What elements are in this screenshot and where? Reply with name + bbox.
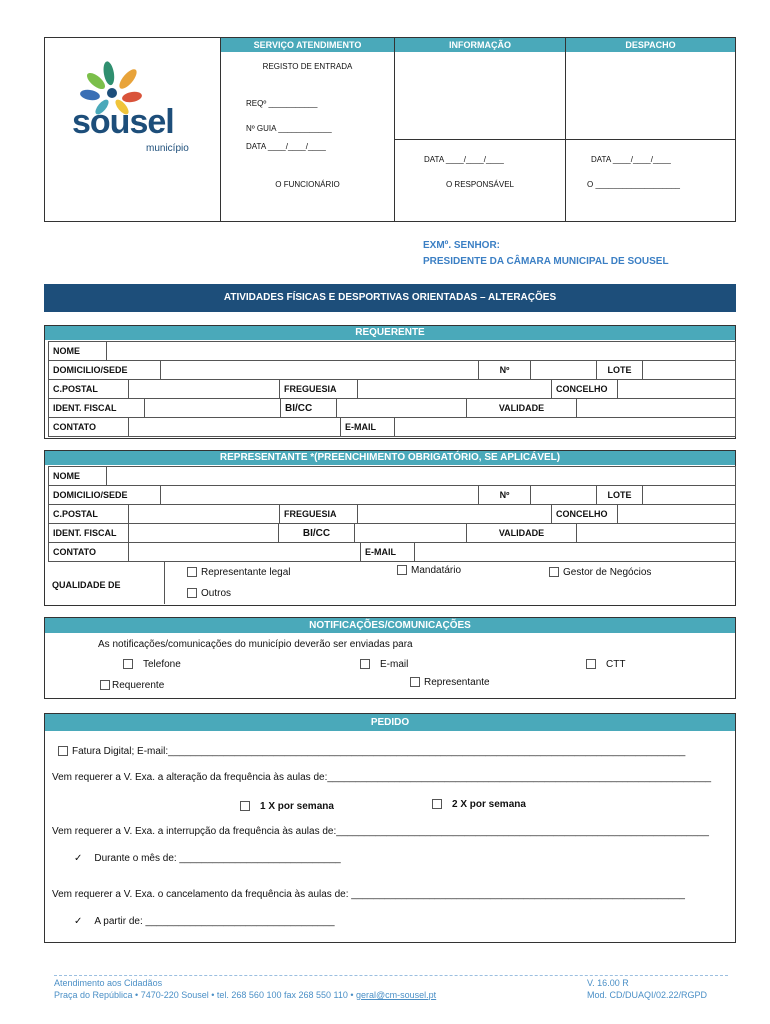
rep-numero-input[interactable] (531, 486, 597, 505)
opt-2x-label: 2 X por semana (452, 799, 526, 810)
rep-domicilio-input[interactable] (161, 486, 479, 505)
nome-input[interactable] (107, 342, 736, 361)
checkbox-1x[interactable] (240, 801, 250, 811)
bicc-input[interactable] (337, 399, 467, 418)
lote-label: LOTE (597, 361, 643, 380)
opt-legal-label: Representante legal (201, 567, 291, 578)
rep-validade-label: VALIDADE (467, 524, 577, 543)
notificacoes-title: NOTIFICAÇÕES/COMUNICAÇÕES (45, 618, 735, 633)
notif-representante-label: Representante (424, 677, 490, 688)
cpostal-input[interactable] (129, 380, 280, 399)
rep-concelho-input[interactable] (618, 505, 736, 524)
rep-freguesia-label: FREGUESIA (280, 505, 358, 524)
col-servico-title: SERVIÇO ATENDIMENTO (221, 38, 394, 52)
interrupcao-line[interactable]: Vem requerer a V. Exa. a interrupção da frequência às aulas de:___________________________________________________________________ (52, 826, 709, 837)
checkbox-ctt[interactable] (586, 659, 596, 669)
telefone-label: Telefone (143, 659, 181, 670)
data-servico-field[interactable]: DATA ____/____/____ (246, 142, 326, 151)
domicilio-input[interactable] (161, 361, 479, 380)
opt-outros[interactable] (187, 588, 231, 599)
freguesia-input[interactable] (358, 380, 552, 399)
col-despacho-title: DESPACHO (566, 38, 735, 52)
footer-left1: Atendimento aos Cidadãos (54, 978, 163, 988)
check-icon: ✓ (74, 853, 83, 864)
fatura-digital-row[interactable] (58, 746, 718, 757)
checkbox-notif-requerente[interactable] (100, 680, 110, 690)
rep-nome-input[interactable] (107, 467, 736, 486)
rep-concelho-label: CONCELHO (552, 505, 618, 524)
opt-notif-email[interactable] (360, 659, 408, 670)
apartir-label: A partir de: __________________________________ (94, 916, 335, 927)
rep-numero-label: Nº (479, 486, 531, 505)
requerente-row4 (48, 398, 736, 418)
freguesia-label: FREGUESIA (280, 380, 358, 399)
footer-left2 (54, 990, 436, 1000)
numero-label: Nº (479, 361, 531, 380)
sousel-logo (68, 55, 198, 155)
addressee-line1: EXMº. SENHOR: (423, 240, 500, 251)
req-field[interactable]: REQº ___________ (246, 99, 318, 108)
representante-row5 (48, 542, 736, 562)
data-despacho-field[interactable]: DATA ____/____/____ (591, 155, 671, 164)
ident-input[interactable] (145, 399, 281, 418)
validade-input[interactable] (577, 399, 736, 418)
checkbox-fatura[interactable] (58, 746, 68, 756)
rep-lote-label: LOTE (597, 486, 643, 505)
concelho-label: CONCELHO (552, 380, 618, 399)
addressee-line2: PRESIDENTE DA CÂMARA MUNICIPAL DE SOUSEL (423, 256, 669, 267)
rep-ident-input[interactable] (129, 524, 279, 543)
ctt-label: CTT (606, 659, 626, 670)
apartir-row[interactable] (74, 916, 335, 927)
opt-telefone[interactable] (123, 659, 181, 670)
contato-input[interactable] (129, 418, 341, 437)
rep-contato-label: CONTATO (49, 543, 129, 562)
rep-domicilio-label: DOMICILIO/SEDE (49, 486, 161, 505)
contato-label: CONTATO (49, 418, 129, 437)
representante-row4 (48, 523, 736, 543)
responsavel-label: O RESPONSÁVEL (445, 180, 515, 189)
email-input[interactable] (395, 418, 736, 437)
opt-gestor-label: Gestor de Negócios (563, 567, 652, 578)
requerente-row5 (48, 417, 736, 437)
footer-version: V. 16.00 R (587, 978, 629, 988)
opt-notif-representante[interactable] (410, 677, 490, 688)
validade-label: VALIDADE (467, 399, 577, 418)
opt-mandatario-label: Mandatário (411, 565, 462, 576)
checkbox-notif-representante[interactable] (410, 677, 420, 687)
checkbox-mandatario[interactable] (397, 565, 407, 575)
representante-title: REPRESENTANTE *(PREENCHIMENTO OBRIGATÓRIO, SE APLICÁVEL) (45, 451, 735, 465)
notif-requerente-label: Requerente (112, 680, 165, 691)
rep-cpostal-label: C.POSTAL (49, 505, 129, 524)
checkbox-notif-email[interactable] (360, 659, 370, 669)
alteracao-line[interactable]: Vem requerer a V. Exa. a alteração da frequência às aulas de:_____________________________________________________________________ (52, 772, 712, 783)
rep-freguesia-input[interactable] (358, 505, 552, 524)
form-title: ATIVIDADES FÍSICAS E DESPORTIVAS ORIENTADAS – ALTERAÇÕES (44, 284, 736, 312)
cpostal-label: C.POSTAL (49, 380, 129, 399)
concelho-input[interactable] (618, 380, 736, 399)
opt-mandatario[interactable] (397, 565, 461, 576)
opt-1x[interactable] (240, 801, 334, 812)
despacho-signature[interactable]: O ___________________ (587, 180, 680, 189)
opt-notif-requerente[interactable] (100, 680, 164, 691)
sousel-logo-sub: município (146, 143, 189, 154)
rep-bicc-input[interactable] (355, 524, 467, 543)
rep-email-input[interactable] (415, 543, 736, 562)
rep-contato-input[interactable] (129, 543, 361, 562)
opt-outros-label: Outros (201, 588, 232, 599)
footer-address: Praça do República • 7470-220 Sousel • tel. 268 560 100 fax 268 550 110 • (54, 990, 357, 1000)
ident-label: IDENT. FISCAL (49, 399, 145, 418)
numero-input[interactable] (531, 361, 597, 380)
notificacoes-intro: As notificações/comunicações do município deverão ser enviadas para (98, 639, 413, 650)
requerente-title: REQUERENTE (45, 326, 735, 340)
checkbox-outros[interactable] (187, 588, 197, 598)
rep-lote-input[interactable] (643, 486, 736, 505)
checkbox-telefone[interactable] (123, 659, 133, 669)
qualidade-label: QUALIDADE DE (52, 580, 121, 590)
representante-row2 (48, 485, 736, 505)
bicc-label: BI/CC (281, 399, 337, 418)
requerente-table (48, 341, 736, 361)
email-label: E-MAIL (341, 418, 395, 437)
checkbox-legal[interactable] (187, 567, 197, 577)
notif-email-label: E-mail (380, 659, 409, 670)
durante-row[interactable] (74, 853, 341, 864)
rep-nome-label: NOME (49, 467, 107, 486)
domicilio-label: DOMICILIO/SEDE (49, 361, 161, 380)
nome-label: NOME (49, 342, 107, 361)
rep-validade-input[interactable] (577, 524, 736, 543)
rep-cpostal-input[interactable] (129, 505, 280, 524)
representante-row1 (48, 466, 736, 486)
requerente-row2 (48, 360, 736, 380)
check-icon: ✓ (74, 916, 83, 927)
opt-ctt[interactable] (586, 659, 625, 670)
footer-email-link[interactable]: geral@cm-sousel.pt (356, 990, 437, 1000)
guia-field[interactable]: Nº GUIA ____________ (246, 124, 332, 133)
opt-representante-legal[interactable] (187, 567, 291, 578)
lote-input[interactable] (643, 361, 736, 380)
durante-label: Durante o mês de: _____________________________ (94, 853, 341, 864)
data-informacao-field[interactable]: DATA ____/____/____ (424, 155, 504, 164)
opt-1x-label: 1 X por semana (260, 801, 334, 812)
cancelamento-line[interactable]: Vem requerer a V. Exa. o cancelamento da frequência às aulas de: ____________________________________________________________ (52, 889, 685, 900)
rep-email-label: E-MAIL (361, 543, 415, 562)
pedido-title: PEDIDO (45, 714, 735, 731)
representante-row3 (48, 504, 736, 524)
fatura-label: Fatura Digital; E-mail:_____________________________________________________________________________________________ (72, 746, 686, 757)
checkbox-gestor[interactable] (549, 567, 559, 577)
footer-divider (54, 975, 728, 976)
opt-2x[interactable] (432, 799, 526, 810)
funcionario-label: O FUNCIONÁRIO (275, 180, 340, 189)
col-informacao-title: INFORMAÇÃO (395, 38, 565, 52)
checkbox-2x[interactable] (432, 799, 442, 809)
footer-model: Mod. CD/DUAQI/02.22/RGPD (587, 990, 708, 1000)
sousel-logo-text: sousel (72, 103, 174, 141)
requerente-row3 (48, 379, 736, 399)
registo-entrada: REGISTO DE ENTRADA (262, 62, 353, 71)
opt-gestor[interactable] (549, 567, 651, 578)
rep-bicc-label: BI/CC (279, 524, 355, 543)
rep-ident-label: IDENT. FISCAL (49, 524, 129, 543)
